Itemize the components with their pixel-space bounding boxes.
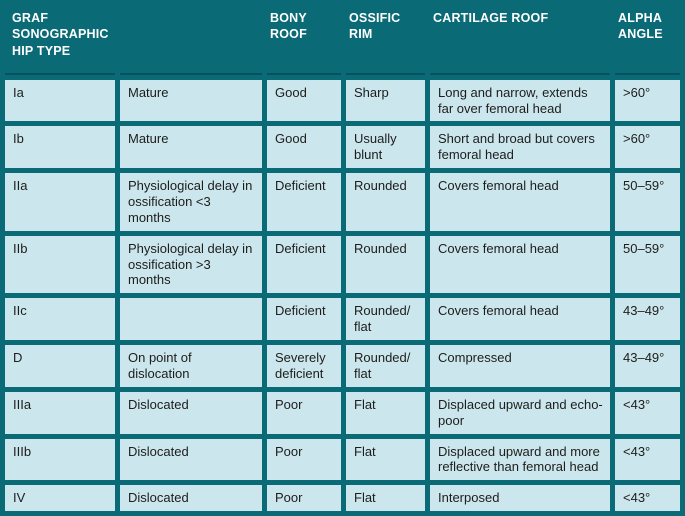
cell-description: Dislocated: [120, 439, 262, 481]
cell-ossific-rim: Rounded/ flat: [346, 345, 425, 387]
table-row-IIc: [5, 298, 680, 340]
cell-bony-roof: Deficient: [267, 298, 341, 340]
cell-hip-type: IIIa: [5, 392, 115, 434]
cell-description: Physiological delay in ossification >3 months: [120, 236, 262, 294]
table-header: [5, 5, 680, 75]
cell-cartilage-roof: Short and broad but covers femoral head: [430, 126, 610, 168]
cell-hip-type: IV: [5, 485, 115, 511]
cell-bony-roof: Poor: [267, 392, 341, 434]
col-header-alpha-angle: ALPHA ANGLE: [615, 5, 680, 75]
table-row-D: [5, 345, 680, 387]
cell-description: On point of dislocation: [120, 345, 262, 387]
cell-alpha-angle: >60°: [615, 80, 680, 122]
cell-cartilage-roof: Displaced upward and more reflective than femoral head: [430, 439, 610, 481]
cell-ossific-rim: Usually blunt: [346, 126, 425, 168]
col-header-cartilage-roof: CARTILAGE ROOF: [430, 5, 610, 75]
cell-description: Mature: [120, 126, 262, 168]
cell-description: Mature: [120, 80, 262, 122]
col-header-hip-type: GRAF SONOGRAPHIC HIP TYPE: [5, 5, 115, 75]
cell-description: [120, 298, 262, 340]
cell-bony-roof: Poor: [267, 439, 341, 481]
cell-ossific-rim: Sharp: [346, 80, 425, 122]
cell-description: Dislocated: [120, 392, 262, 434]
cell-hip-type: IIIb: [5, 439, 115, 481]
header-row: [5, 5, 680, 75]
cell-ossific-rim: Flat: [346, 485, 425, 511]
cell-ossific-rim: Rounded: [346, 173, 425, 231]
cell-bony-roof: Deficient: [267, 173, 341, 231]
cell-bony-roof: Good: [267, 126, 341, 168]
table-row-IIIb: [5, 439, 680, 481]
cell-bony-roof: Good: [267, 80, 341, 122]
col-header-description: [120, 5, 262, 75]
cell-cartilage-roof: Covers femoral head: [430, 298, 610, 340]
col-header-ossific-rim: OSSIFIC RIM: [346, 5, 425, 75]
cell-alpha-angle: 50–59°: [615, 173, 680, 231]
cell-ossific-rim: Flat: [346, 439, 425, 481]
cell-ossific-rim: Flat: [346, 392, 425, 434]
col-header-bony-roof: BONY ROOF: [267, 5, 341, 75]
cell-hip-type: IIb: [5, 236, 115, 294]
cell-alpha-angle: <43°: [615, 485, 680, 511]
cell-bony-roof: Deficient: [267, 236, 341, 294]
cell-alpha-angle: 43–49°: [615, 298, 680, 340]
cell-cartilage-roof: Covers femoral head: [430, 173, 610, 231]
cell-alpha-angle: 43–49°: [615, 345, 680, 387]
cell-description: Dislocated: [120, 485, 262, 511]
cell-hip-type: D: [5, 345, 115, 387]
cell-alpha-angle: <43°: [615, 392, 680, 434]
cell-bony-roof: Severely deficient: [267, 345, 341, 387]
cell-bony-roof: Poor: [267, 485, 341, 511]
cell-cartilage-roof: Displaced upward and echo-poor: [430, 392, 610, 434]
cell-alpha-angle: >60°: [615, 126, 680, 168]
table-row-IIa: [5, 173, 680, 231]
cell-description: Physiological delay in ossification <3 months: [120, 173, 262, 231]
table-row-IIIa: [5, 392, 680, 434]
table-body: [5, 80, 680, 511]
table-row-Ia: [5, 80, 680, 122]
cell-alpha-angle: 50–59°: [615, 236, 680, 294]
cell-hip-type: IIc: [5, 298, 115, 340]
cell-ossific-rim: Rounded: [346, 236, 425, 294]
cell-ossific-rim: Rounded/ flat: [346, 298, 425, 340]
cell-alpha-angle: <43°: [615, 439, 680, 481]
cell-cartilage-roof: Interposed: [430, 485, 610, 511]
table-row-IV: [5, 485, 680, 511]
cell-cartilage-roof: Compressed: [430, 345, 610, 387]
cell-cartilage-roof: Long and narrow, extends far over femoral head: [430, 80, 610, 122]
table-row-Ib: [5, 126, 680, 168]
cell-hip-type: Ib: [5, 126, 115, 168]
table-row-IIb: [5, 236, 680, 294]
cell-cartilage-roof: Covers femoral head: [430, 236, 610, 294]
cell-hip-type: IIa: [5, 173, 115, 231]
cell-hip-type: Ia: [5, 80, 115, 122]
